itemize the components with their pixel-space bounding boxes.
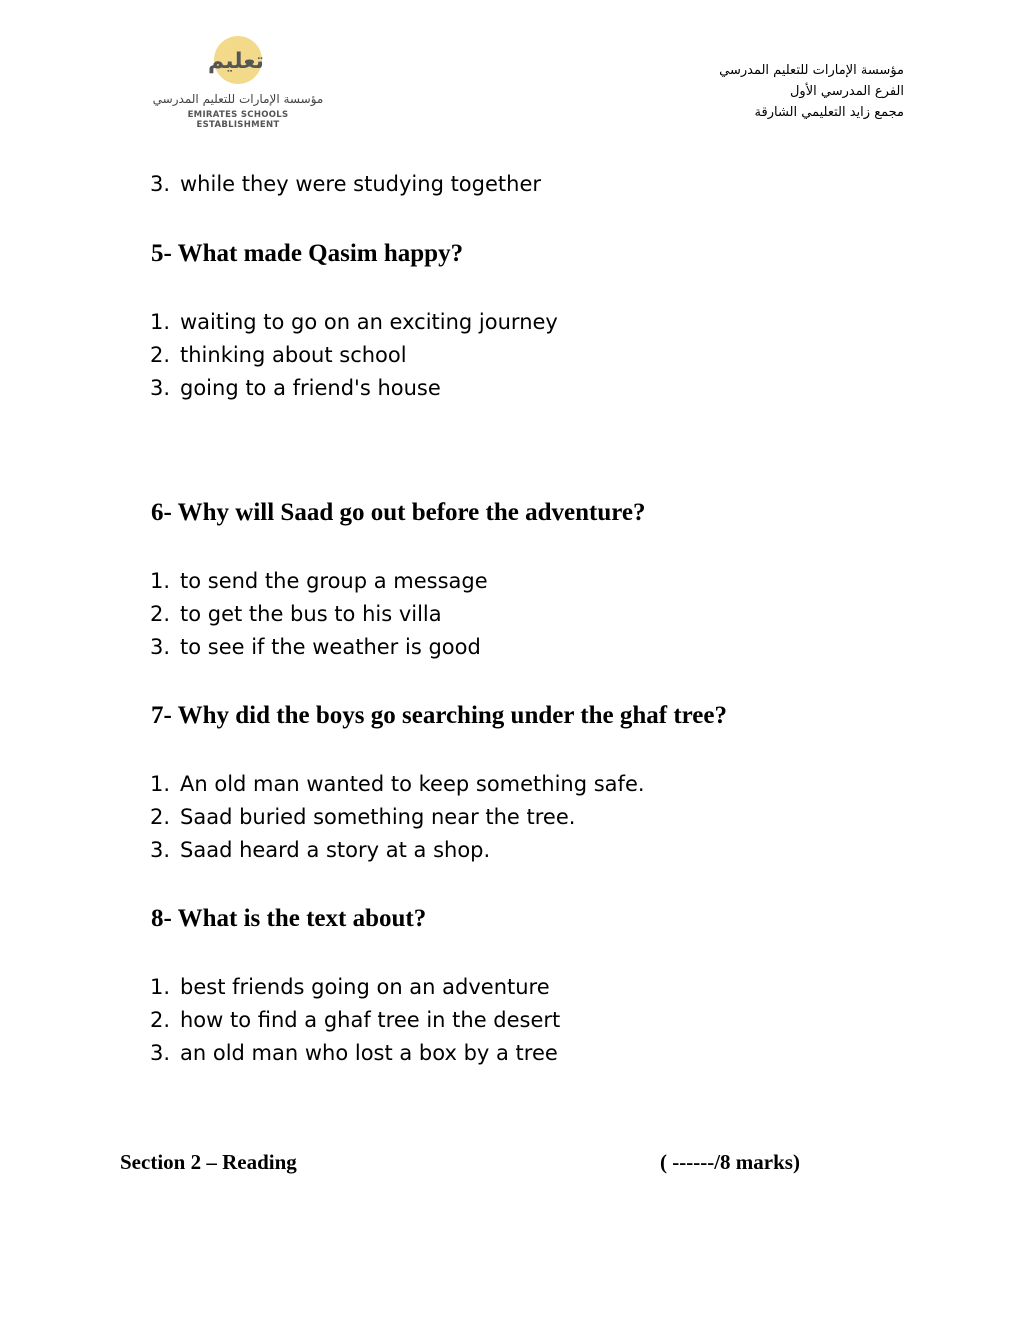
q5-option-1: 1. waiting to go on an exciting journey [150, 310, 558, 334]
question-6: 6- Why will Saad go out before the adventure? [151, 499, 646, 526]
q6-option-1: 1. to send the group a message [150, 569, 488, 593]
logo-glyph: تعليم [208, 49, 264, 74]
question-5: 5- What made Qasim happy? [151, 240, 464, 267]
section-marks: ( ------/8 marks) [660, 1150, 800, 1174]
q8-option-2: 2. how to find a ghaf tree in the desert [150, 1008, 561, 1032]
option-number: 3. [150, 172, 171, 196]
q5-option-2: 2. thinking about school [150, 343, 407, 367]
q5-option-3: 3. going to a friend's house [150, 376, 441, 400]
logo-emblem [204, 30, 268, 90]
logo-arabic-text: مؤسسة الإمارات للتعليم المدرسي [152, 92, 324, 106]
section-title: Section 2 – Reading [120, 1150, 297, 1174]
q8-option-3: 3. an old man who lost a box by a tree [150, 1041, 558, 1065]
prev-option [150, 172, 541, 196]
question-7: 7- Why did the boys go searching under the ghaf tree? [151, 702, 727, 729]
header-line-1: مؤسسة الإمارات للتعليم المدرسي [719, 63, 904, 78]
logo-english-text: EMIRATES SCHOOLS ESTABLISHMENT [187, 110, 289, 130]
option-text: while they were studying together [180, 172, 541, 196]
q7-option-1: 1. An old man wanted to keep something safe. [150, 772, 645, 796]
logo [144, 30, 334, 130]
q6-option-2: 2. to get the bus to his villa [150, 602, 442, 626]
header-line-2: الفرع المدرسي الأول [789, 84, 904, 99]
q7-option-3: 3. Saad heard a story at a shop. [150, 838, 491, 862]
header-line-3: مجمع زايد التعليمي الشارقة [754, 105, 904, 120]
q6-option-3: 3. to see if the weather is good [150, 635, 481, 659]
school-header [719, 60, 904, 123]
q7-option-2: 2. Saad buried something near the tree. [150, 805, 576, 829]
question-8: 8- What is the text about? [151, 905, 427, 932]
q8-option-1: 1. best friends going on an adventure [150, 975, 550, 999]
